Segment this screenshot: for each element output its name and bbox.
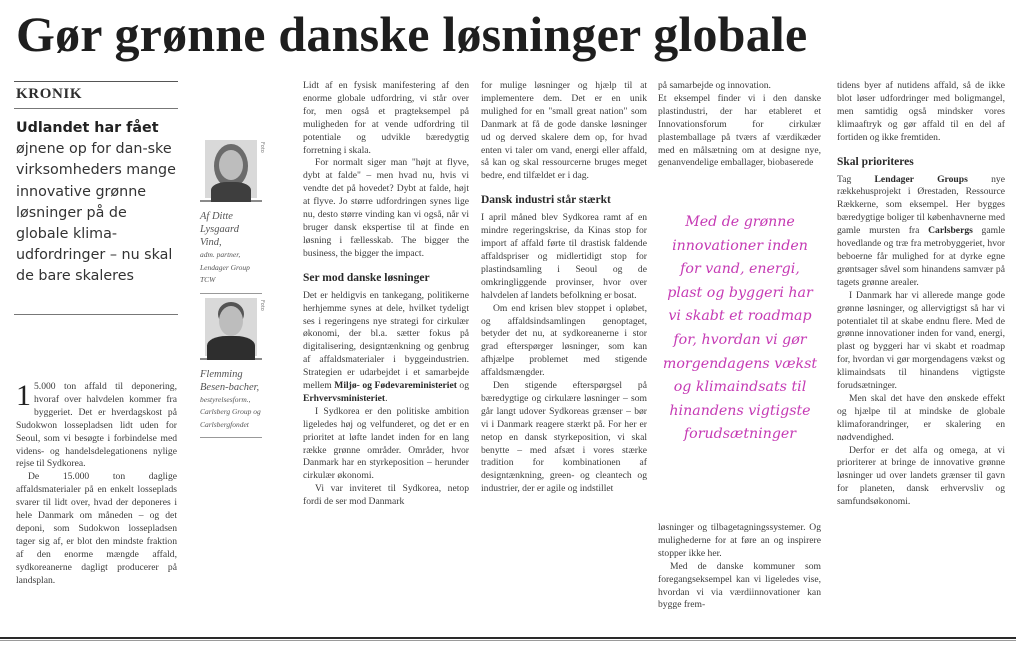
organization-name: Erhvervsministeriet [303,392,386,404]
author-block [200,140,265,442]
divider [14,81,178,82]
article-column-3 [481,80,647,496]
headline: Gør grønne danske løsninger globale [16,6,808,62]
section-label: KRONIK [16,86,83,102]
divider [14,108,178,109]
page-bottom-rule [0,637,1016,639]
divider [200,437,262,438]
article-column-5 [837,80,1005,509]
article-column-4 [658,80,821,170]
paragraph: på samarbejde og innovation. [658,80,771,91]
subheading: Dansk industri står stærkt [481,194,611,207]
paragraph: Om end krisen blev stoppet i opløbet, og affaldsindsamlingen genoptaget, betyder det nu, at sydkoreanerne i stor grad efterspørger løsninger, som kan afhjælpe problemet med stigende affaldsmængder. [481,302,647,379]
organization-name: Lendager Groups [874,173,968,185]
author-name: Af Ditte Lysgaard Vind, [200,211,239,248]
paragraph: 1 5.000 ton affald til deponering, hvoraf over halvdelen kommer fra byggeriet. Det er hverdagskost på Sudokwon lossepladsen lidt uden for Seoul, som vi besøgte i forbindelse med videns- og handelsdelegationens nylige rejse til Sydkorea. [16,379,177,470]
paragraph: Vi var inviteret til Sydkorea, netop fordi de ser mod Danmark [303,483,469,508]
paragraph: Med de danske kommuner som foregangseksempel kan vi ligeledes vise, hvordan vi via værdiinnovationer kan bygge frem- [658,560,821,611]
paragraph: Et eksempel finder vi i den danske plastindustri, der har etableret et Innovationsforum for cirkulær plastemballage på tværs af værdikæder med en målsætning om at designe nye, genanvendelige emballager, biobaserede [658,92,821,169]
page-bottom-rule [0,640,1016,641]
pull-quote: Med de grønne innovationer inden for vand, energi, plast og byggeri har vi skabt et roadmap for, hvordan vi gør morgendagens vækst og klimaindsats til hinandens vigtigste forudsætninger [662,214,818,443]
author-photo-2 [205,298,265,356]
author-name: Flemming Besen-bacher, [200,368,260,393]
paragraph: Tag Lendager Groups nye rækkehusprojekt i Ørestaden, Ressource Rækkerne, som eksempel. Her bygges bæredygtige boliger til københavnerne med gamle mursten fra Carlsbergs gamle hovedlande og træ fra metrobyggeriet, hvor beboerne får mulighed for at dyrke egne grøntsager såvel som hinandens samvær på tagets grønne arealer. [837,173,1005,288]
paragraph: Det er heldigvis en tankegang, politikerne herhjemme synes at dele, hvilket tydeligt ses i regeringens nye strategi for cirkulær økonomi, der bl.a. sætter fokus på digitalisering, designtænkning og genbrug af affaldsmaterialer i byggeindustrien. Strategien er udarbejdet i et samarbejde mellem Miljø- og Fødevareministeriet og Erhvervsministeriet. [303,289,470,404]
paragraph: I april måned blev Sydkorea ramt af en mindre regeringskrise, da Kinas stop for import af affald førte til drastisk faldende affaldspriser og midlertidigt stop for plastindsamling i Seoul og de omkringliggende provinser, hvor over halvdelen af landets befolkning er bosat. [481,212,647,301]
paragraph: for mulige løsninger og hjælp til at implementere dem. Det er en unik mulighed for en "small great nation" som Danmark at få de gode danske løsninger ud og derved skalere dem op, for hvad enten vi taler om vand, energi eller affald, så kan og skal ressourcerne bruges meget bedre, end tilfældet er i dag. [481,80,647,182]
lead-text: øjnene op for dan-ske virksomheders mange innovative grønne løsninger på de globale klima-udfordringer – nu skal de bare skaleres [16,141,176,285]
photo-credit: Foto [259,142,265,153]
paragraph: løsninger og tilbagetagningssystemer. Og mulighederne for at føre an og inspirere stopper ikke her. [658,522,821,559]
paragraph: Derfor er det alfa og omega, at vi prioriterer at bringe de innovative grønne løsninger ud over landets grænser til gavn for planeten, dansk erhvervsliv og samfundsøkonomi. [837,444,1005,508]
paragraph: De 15.000 ton daglige affaldsmaterialer på en enkelt losseplads svarer til lidt over, hvad der deponeres i hele Danmark om måneden – og det deponi, som Sudokwon lossepladsen tager sig af, er blot den mindste fraktion af den enorme mængde affald, sydkoreanerne dagligt producerer på landsplan. [16,471,177,586]
paragraph: Men skal det have den ønskede effekt og hjælpe til at mindske de globale klimaforandringer, er skalering en nødvendighed. [837,392,1005,443]
paragraph: tidens byer af nutidens affald, så de ikke blot løser udfordringer med boligmangel, men samtidig også mindsker vores klimaaftryk og gør affald til en del af fortiden og ikke fremtiden. [837,80,1005,143]
paragraph: I Danmark har vi allerede mange gode grønne løsninger, og allervigtigst så har vi potentialet til at skabe endnu flere. Med de grønne innovationer inden for vand, energi, plast og byggeri har vi skabt et roadmap for, hvordan vi gør morgendagens vækst og klimaindsats til hinandens vigtigste forudsætninger. [837,289,1005,392]
paragraph: For normalt siger man "højt at flyve, dybt at falde" – men hvad nu, hvis vi vendte det på hovedet? Dybt at falde, højt at flyve. Jo større udfordringen synes lige nu, desto større vinding kan vi også, når vi bruger dansk ekspertise til at finde en løsning i fællesskab. The bigger the business, the bigger the impact. [303,157,469,259]
organization-name: Miljø- og Fødevareministeriet [334,380,457,392]
lead-bold: Udlandet har fået [16,120,159,136]
article-column-4-continued [658,522,821,612]
author-title: adm. partner, Lendager Group TCW [200,250,250,284]
divider [14,314,178,315]
subheading: Skal prioriteres [837,155,914,168]
paragraph: I Sydkorea er den politiske ambition ligeledes høj og velfunderet, og det er en prioritet at løfte landet inden for en lang række grønne områder. Områder, hvor Danmark har en styrkeposition – herunder cirkulær økonomi. [303,405,469,482]
lead-paragraph [16,118,181,288]
paragraph: Den stigende efterspørgsel på bæredygtige og cirkulære løsninger – som går langt udover Sydkoreas grænser – bør vi i Danmark reagere stærkt på. For her er netop en dansk styrkeposition, vi skal benytte – med afsæt i vores stærke tradition for kombinationen af designtænkning, green- og cleantech og industrier, der er agile og indstillet [481,380,647,495]
divider [200,293,262,294]
article-column-1 [16,381,177,588]
author-title: bestyrelsesform., Carlsberg Group og Carlsbergfondet [200,394,261,429]
article-column-2 [303,80,469,509]
author-photo-1 [205,140,265,198]
dropcap: 1 [16,379,31,412]
organization-name: Carlsbergs [928,225,973,237]
photo-credit: Foto [259,299,265,311]
subheading: Ser mod danske løsninger [303,271,430,284]
paragraph: Lidt af en fysisk manifestering af den enorme globale udfordring, vi står over for, men også et pragteksempel på muligheden for at vende udfordring til potentiale og udvikle bæredygtig forretning i skala. [303,80,469,156]
